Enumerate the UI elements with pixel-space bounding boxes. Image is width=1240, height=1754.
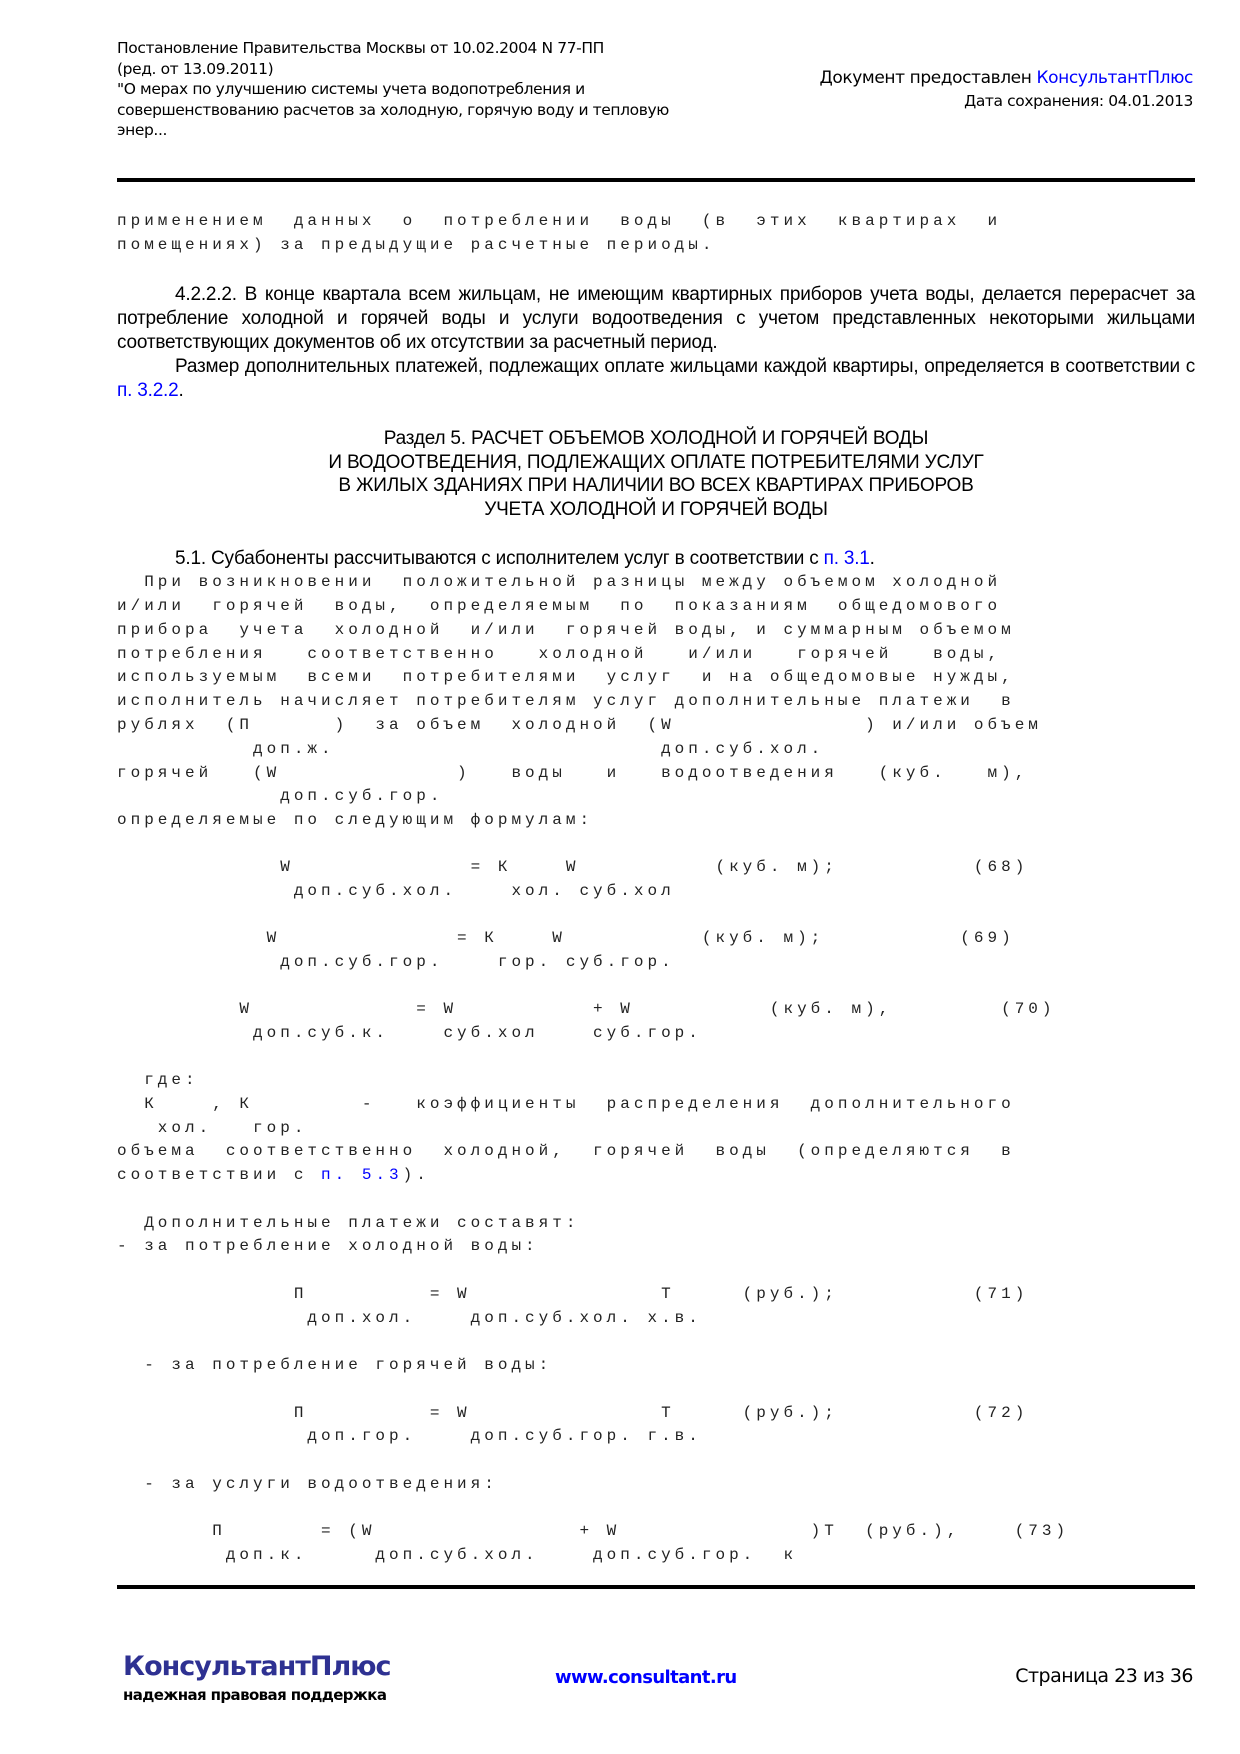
provider-brand-link[interactable]: КонсультантПлюс [1036, 68, 1193, 88]
formula-71: П = W Т (руб.); (71) [117, 1285, 1029, 1303]
formula-68-subscripts: доп.суб.хол. хол. суб.хол [117, 882, 675, 900]
document-title [117, 38, 677, 141]
doc-title-line: энер... [117, 121, 167, 139]
heading-line: УЧЕТА ХОЛОДНОЙ И ГОРЯЧЕЙ ВОДЫ [484, 498, 828, 520]
mono-line: и/или горячей воды, определяемым по показаниям общедомового [117, 597, 1002, 615]
saved-date: Дата сохранения: 04.01.2013 [964, 92, 1193, 110]
footer-tagline: надежная правовая поддержка [123, 1686, 387, 1704]
header-divider [117, 178, 1195, 182]
footer-brand-logo: КонсультантПлюс [123, 1651, 391, 1682]
punctuation: . [869, 548, 875, 569]
formula-69-subscripts: доп.суб.гор. гор. суб.гор. [117, 953, 675, 971]
heading-line: И ВОДООТВЕДЕНИЯ, ПОДЛЕЖАЩИХ ОПЛАТЕ ПОТРЕБИТЕЛЯМИ УСЛУГ [328, 451, 984, 473]
formula-70-subscripts: доп.суб.к. суб.хол суб.гор. [117, 1024, 702, 1042]
mono-line: рублях (П ) за объем холодной (W ) и/или объем [117, 716, 1042, 734]
formula-69: W = К W (куб. м); (69) [117, 929, 1015, 947]
link-p-3-1[interactable]: п. 3.1 [823, 548, 870, 569]
provider-info [820, 66, 1194, 112]
mono-line: потребления соответственно холодной и/или горячей воды, [117, 645, 1002, 663]
mono-line: прибора учета холодной и/или горячей воды, и суммарным объемом [117, 621, 1015, 639]
footer-divider [117, 1585, 1195, 1589]
formula-72-subscripts: доп.гор. доп.суб.гор. г.в. [117, 1427, 702, 1445]
doc-title-line: (ред. от 13.09.2011) [117, 59, 274, 78]
provided-by [820, 66, 1194, 90]
where-tail: объема соответственно холодной, горячей воды (определяются в [117, 1142, 1015, 1160]
where-coefficients: К , К - коэффициенты распределения дополнительного [117, 1095, 1015, 1113]
continuation-line: применением данных о потреблении воды (в этих квартирах и [117, 212, 1002, 230]
paragraph-text: 4.2.2.2. В конце квартала всем жильцам, не имеющим квартирных приборов учета воды, делается перерасчет за потребление холодной и горячей воды и услуги водоотведения с учетом представленных некоторыми жильцами соответствующих документов об их отсутствии за расчетный период. [117, 284, 1195, 353]
mono-line: доп.ж. доп.суб.хол. [117, 740, 825, 758]
formula-71-subscripts: доп.хол. доп.суб.хол. х.в. [117, 1309, 702, 1327]
mono-line: При возникновении положительной разницы между объемом холодной [117, 573, 1002, 591]
paragraph-text: 5.1. Субабоненты рассчитываются с исполнителем услуг в соответствии с [175, 548, 824, 569]
paragraph-size [117, 355, 1195, 403]
punctuation: . [178, 380, 184, 401]
paragraph-5-1 [117, 547, 1195, 571]
mono-line: используемым всеми потребителями услуг и на общедомовые нужды, [117, 668, 1015, 686]
mono-line: определяемые по следующим формулам: [117, 811, 594, 829]
footer-website-link[interactable]: www.consultant.ru [555, 1667, 737, 1688]
mono-line: доп.суб.гор. [117, 787, 444, 805]
page-number: Страница 23 из 36 [1015, 1665, 1193, 1687]
paragraph-4-2-2-2 [117, 283, 1195, 403]
formula-73: П = (W + W )Т (руб.), (73) [117, 1522, 1070, 1540]
cold-water-label: - за потребление холодной воды: [117, 1237, 539, 1255]
continuation-line: помещениях) за предыдущие расчетные периоды. [117, 236, 716, 254]
where-link-line [117, 1164, 430, 1188]
link-p-5-3[interactable]: п. 5.3 [321, 1166, 403, 1184]
where-label: где: [117, 1071, 199, 1089]
formula-68: W = К W (куб. м); (68) [117, 858, 1029, 876]
heading-line: Раздел 5. РАСЧЕТ ОБЪЕМОВ ХОЛОДНОЙ И ГОРЯЧЕЙ ВОДЫ [383, 428, 929, 449]
doc-title-line: совершенствованию расчетов за холодную, горячую воду и тепловую [117, 100, 669, 119]
formula-70: W = W + W (куб. м), (70) [117, 1000, 1056, 1018]
formula-73-subscripts: доп.к. доп.суб.хол. доп.суб.гор. к [117, 1546, 798, 1564]
section-heading [117, 427, 1195, 521]
provided-by-prefix: Документ предоставлен [819, 68, 1037, 88]
mono-line: исполнитель начисляет потребителям услуг дополнительные платежи в [117, 692, 1015, 710]
hot-water-label: - за потребление горячей воды: [117, 1356, 553, 1374]
paragraph-5-1-text [117, 547, 1195, 571]
doc-title-line: Постановление Правительства Москвы от 10.02.2004 N 77-ПП [117, 39, 604, 57]
mono-line: горячей (W ) воды и водоотведения (куб. м), [117, 764, 1029, 782]
paragraph-text: Размер дополнительных платежей, подлежащих оплате жильцами каждой квартиры, определяется в соответствии с [175, 356, 1195, 377]
formula-72: П = W Т (руб.); (72) [117, 1404, 1029, 1422]
link-p-3-2-2[interactable]: п. 3.2.2 [117, 380, 179, 401]
where-link-prefix: соответствии с [117, 1166, 322, 1184]
where-subscripts: хол. гор. [117, 1119, 308, 1137]
heading-line: В ЖИЛЫХ ЗДАНИЯХ ПРИ НАЛИЧИИ ВО ВСЕХ КВАРТИРАХ ПРИБОРОВ [338, 475, 974, 496]
drainage-label: - за услуги водоотведения: [117, 1475, 498, 1493]
payments-intro: Дополнительные платежи составят: [117, 1214, 580, 1232]
doc-title-line: "О мерах по улучшению системы учета водопотребления и [117, 80, 585, 98]
where-link-suffix: ). [402, 1166, 430, 1184]
